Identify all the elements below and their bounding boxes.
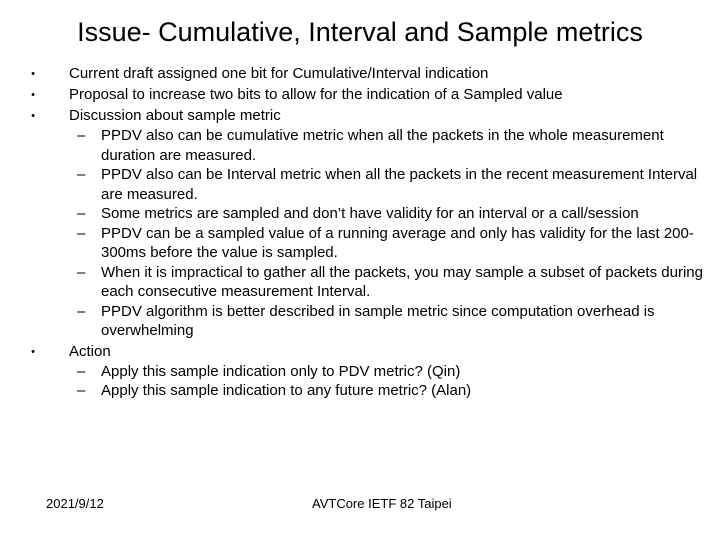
sub-text: PPDV also can be Interval metric when all the packets in the recent measurement Interval are measured.	[101, 166, 698, 203]
sub-item	[69, 381, 707, 401]
bullet-item	[27, 106, 707, 341]
bullet-marker: •	[31, 110, 35, 122]
sub-marker: –	[77, 302, 86, 320]
sub-text: Some metrics are sampled and don’t have validity for an interval or a call/session	[101, 205, 639, 222]
sub-marker: –	[77, 166, 86, 183]
sub-list	[69, 362, 707, 401]
sub-text: Apply this sample indication only to PDV metric? (Qin)	[101, 362, 461, 380]
sub-item	[69, 362, 707, 382]
sub-item	[69, 224, 707, 263]
footer-date: 2021/9/12	[46, 496, 104, 511]
sub-item	[69, 126, 707, 165]
sub-marker: –	[77, 362, 86, 380]
sub-marker: –	[77, 382, 86, 399]
bullet-marker: •	[31, 345, 35, 358]
footer-event: AVTCore IETF 82 Taipei	[312, 496, 452, 511]
sub-text: PPDV also can be cumulative metric when all the packets in the whole measurement duration are measured.	[101, 127, 664, 164]
bullet-marker: •	[31, 89, 35, 101]
bullet-text: Proposal to increase two bits to allow for the indication of a Sampled value	[69, 86, 563, 103]
sub-item	[69, 165, 707, 204]
sub-text: PPDV algorithm is better described in sample metric since computation overhead is overwhelming	[101, 302, 655, 339]
sub-text: When it is impractical to gather all the packets, you may sample a subset of packets during each consecutive measurement Interval.	[101, 263, 703, 300]
sub-list	[69, 126, 707, 341]
sub-item	[69, 263, 707, 302]
slide-title: Issue- Cumulative, Interval and Sample metrics	[77, 17, 643, 47]
sub-marker: –	[77, 224, 86, 242]
bullet-text: Discussion about sample metric	[69, 107, 281, 124]
sub-text: PPDV can be a sampled value of a running average and only has validity for the last 200-300ms before the value is sampled.	[101, 224, 694, 261]
sub-text: Apply this sample indication to any future metric? (Alan)	[101, 382, 472, 399]
sub-marker: –	[77, 205, 86, 222]
bullet-text: Action	[69, 342, 111, 360]
sub-marker: –	[77, 127, 86, 144]
bullet-item	[27, 85, 707, 105]
bullet-text: Current draft assigned one bit for Cumulative/Interval indication	[69, 65, 489, 82]
bullet-marker: •	[31, 68, 35, 80]
bullet-item	[27, 342, 707, 401]
sub-item	[69, 302, 707, 341]
sub-marker: –	[77, 263, 86, 281]
sub-item	[69, 204, 707, 224]
bullet-item	[27, 64, 707, 84]
bullet-list	[27, 64, 707, 401]
